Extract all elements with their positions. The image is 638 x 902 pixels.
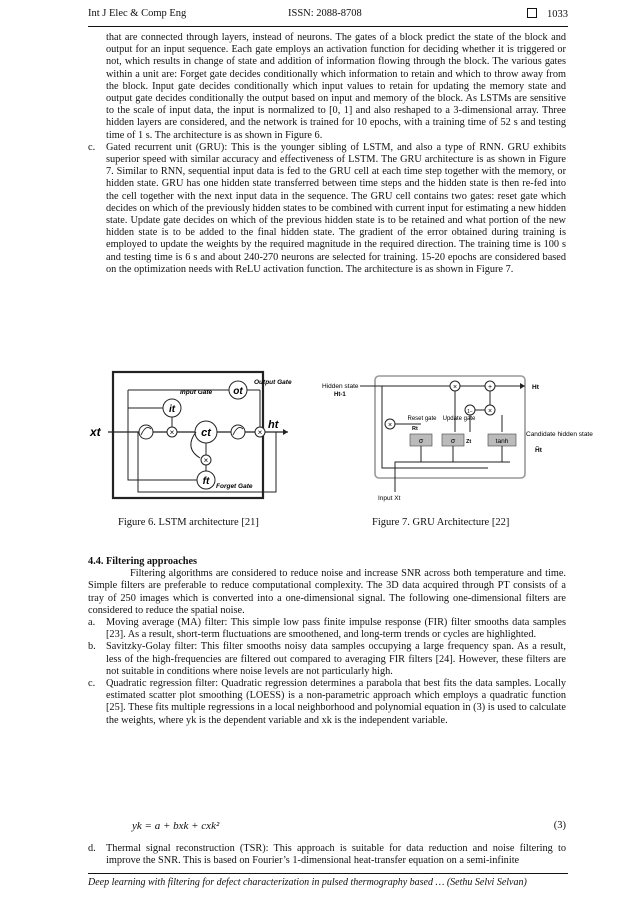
list-item-qr: c. Quadratic regression filter: Quadratic regression determines a parabola that best fits the data samples. Locally estimated scatter plot smoothing (LOESS) is a non-parametric approach which employs a quadratic function [25]. These fits multiple regressions in a local neighborhood and polynomial equation in (3) is used to calculate the weights, where yk is the dependent variable and xk is the independent variable. (88, 678, 566, 726)
issn: ISSN: 2088-8708 (288, 8, 362, 19)
svg-text:it: it (168, 404, 176, 415)
list-item-gru (88, 142, 566, 276)
section-heading: 4.4. Filtering approaches (88, 556, 198, 567)
journal-name: Int J Elec & Comp Eng (88, 8, 187, 19)
lstm-h-t-label: ht (268, 419, 279, 431)
header-rule (88, 26, 568, 27)
figure-lstm-diagram (88, 368, 298, 503)
svg-text:Ht: Ht (532, 384, 539, 391)
svg-text:Forget Gate: Forget Gate (216, 483, 253, 490)
paragraph-lstm-continued: that are connected through layers, instead of neurons. The gates of a block predict the state of the block and output for an input sequence. Each gate employs an activation function for deciding whether it is triggered or not, which results in change of state and addition of information flowing through the block. The various gates within a unit are: Forget gate decides conditionally which information to retain and which to throw away from the block. Input gate decides conditionally which input values to retain for updating the memory state and output gate decides conditionally the output based on input and memory of the block. As LSTMs are sensitive to the scale of input data, the input is normalized to [0, 1] and also reshaped to a 3-dimensional array. Three hidden layers are considered, and the network is trained for 10 epochs, with a training time of 52 s and testing time of 1 s. The architecture is as shown in Figure 6. (106, 32, 566, 141)
svg-text:tanh: tanh (495, 438, 509, 445)
svg-text:1−: 1− (467, 409, 473, 415)
page-number: 1033 (547, 9, 568, 20)
svg-text:Input Xt: Input Xt (378, 495, 401, 502)
svg-text:Candidate hidden state: Candidate hidden state (526, 431, 593, 438)
list-marker: c. (88, 141, 96, 153)
svg-text:ot: ot (233, 386, 243, 397)
svg-text:×: × (487, 408, 493, 415)
list-item-tsr: d. Thermal signal reconstruction (TSR): This approach is suitable for data reduction and noise filtering to improve the SNR. This is based on Fourier’s 1-dimensional heat-transfer equation on a semi-infinite (88, 843, 566, 867)
equation-3: yk = a + bxk + cxk² (132, 820, 220, 832)
footer-rule (88, 873, 568, 874)
svg-text:Zt: Zt (466, 439, 472, 445)
svg-text:×: × (387, 422, 393, 429)
svg-text:×: × (203, 456, 209, 465)
svg-text:ft: ft (202, 476, 210, 487)
running-header (88, 8, 568, 26)
svg-text:H̃t: H̃t (535, 447, 542, 454)
svg-text:Input Gate: Input Gate (180, 389, 213, 396)
list-text: Gated recurrent unit (GRU): This is the younger sibling of LSTM, and also a type of RNN. GRU exhibits superior speed with similar accuracy and effectiveness of LSTM. The GRU architecture is as shown in Figure 7. Similar to RNN, sequential input data is fed to the GRU cell at each time step together with the memory, or hidden state. GRU has one hidden state transferred between time steps and the hidden state is then re-fed into the cell together with the next input data in the sequence. The GRU cell contains two gates: reset gate which decides on which of the previously hidden states to be combined with current input for estimating a new hidden state. Update gate decides on which of the previous hidden state is to be retained and what portion of the new hidden state is to be added to the final hidden state. The gradient of the error obtained during training is employed to update the weights by the required magnitude in the required direction. The training time is 100 s and testing time is 6 s and about 240-270 neurons are selected for training. 15-20 epochs are considered based on the optimization needs with ReLU activation function. The architecture is as shown in Figure 7. (106, 141, 566, 275)
svg-text:Update gate: Update gate (442, 416, 476, 422)
lstm-x-t-label: xt (90, 425, 101, 439)
svg-text:×: × (169, 428, 175, 437)
figure-7-caption: Figure 7. GRU Architecture [22] (372, 517, 510, 528)
svg-text:Output Gate: Output Gate (254, 379, 292, 386)
running-footer: Deep learning with filtering for defect characterization in pulsed thermography based … (Sethu Selvi Selvan) (88, 877, 527, 888)
checkbox-glyph-icon (527, 8, 537, 18)
figure-6-caption: Figure 6. LSTM architecture [21] (118, 517, 259, 528)
body-top (88, 32, 566, 276)
svg-text:Rt: Rt (412, 426, 418, 432)
list-item-ma: a. Moving average (MA) filter: This simple low pass finite impulse response (FIR) filter smooths data samples [23]. As a result, short-term fluctuations are smoothened, and long-term trends or cycles are highlighted. (88, 617, 566, 641)
svg-text:×: × (257, 428, 263, 437)
figure-gru-diagram (320, 372, 593, 502)
svg-text:×: × (452, 384, 458, 391)
list-item-sg: b. Savitzky-Golay filter: This filter smooths noisy data samples occupying a large frequency span. As a result, less of the high-frequencies are filtered out compared to averaging FIR filters [24]. However, these filters are not suitable in conditions where noise levels are not particularly high. (88, 641, 566, 677)
svg-text:Hidden state: Hidden state (322, 383, 359, 390)
tanh-in-node (139, 425, 153, 439)
equation-number: (3) (553, 820, 566, 831)
svg-text:σ: σ (450, 438, 456, 445)
svg-text:Ht-1: Ht-1 (334, 392, 346, 398)
svg-text:σ: σ (418, 438, 424, 445)
paragraph-filtering: Filtering algorithms are considered to reduce noise and increase SNR across both temperature and time. Simple filters are preferable to reduce computational complexity. The 3D data acquired through PT consists of a tray of 250 images which is converted into a one-dimensional signal. The following one-dimensional filters are considered to reduce the spatial noise. (88, 568, 566, 616)
svg-text:+: + (487, 384, 493, 391)
section-filtering (88, 556, 566, 727)
list-item-tsr-wrap (88, 843, 566, 867)
svg-text:ct: ct (201, 427, 211, 439)
svg-text:Reset gate: Reset gate (407, 416, 437, 422)
